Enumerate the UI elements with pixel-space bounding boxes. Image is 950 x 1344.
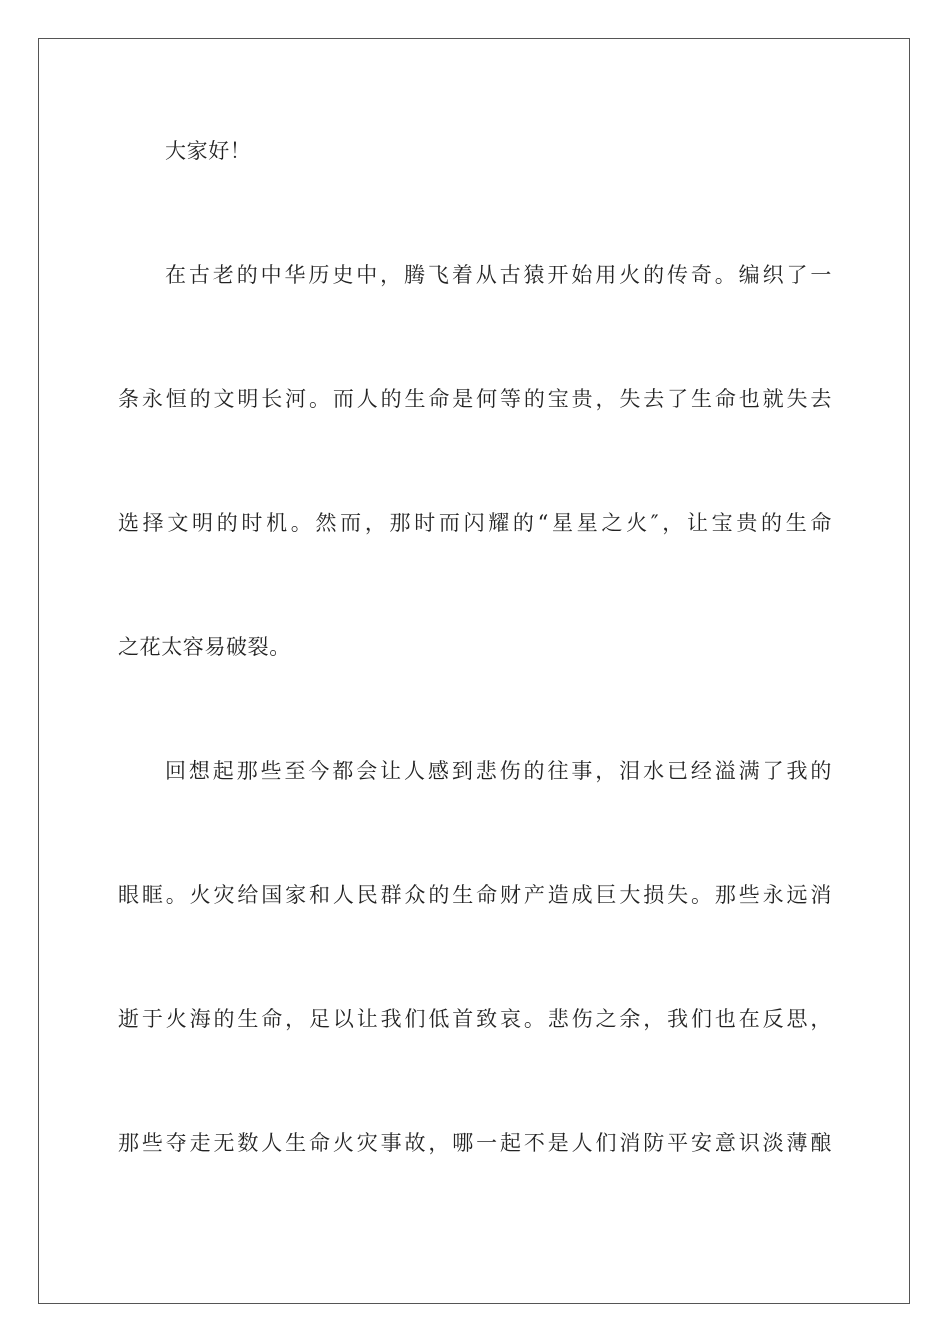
- paragraph-2-line-3: 逝于火海的生命，足以让我们低首致哀。悲伤之余，我们也在反思，: [118, 1007, 832, 1031]
- paragraph-1-line-1: 在古老的中华历史中，腾飞着从古猿开始用火的传奇。编织了一: [165, 263, 832, 287]
- paragraph-2-line-1: 回想起那些至今都会让人感到悲伤的往事，泪水已经溢满了我的: [165, 759, 832, 783]
- paragraph-1-line-4: 之花太容易破裂。: [118, 635, 291, 659]
- greeting-line: 大家好！: [165, 139, 252, 163]
- paragraph-1-line-3: 选择文明的时机。然而，那时而闪耀的“星星之火″，让宝贵的生命: [118, 511, 832, 535]
- paragraph-2-line-2: 眼眶。火灾给国家和人民群众的生命财产造成巨大损失。那些永远消: [118, 883, 832, 907]
- page-border: [38, 38, 910, 1304]
- paragraph-1-line-2: 条永恒的文明长河。而人的生命是何等的宝贵，失去了生命也就失去: [118, 387, 832, 411]
- paragraph-2-line-4: 那些夺走无数人生命火灾事故，哪一起不是人们消防平安意识淡薄酿: [118, 1131, 832, 1155]
